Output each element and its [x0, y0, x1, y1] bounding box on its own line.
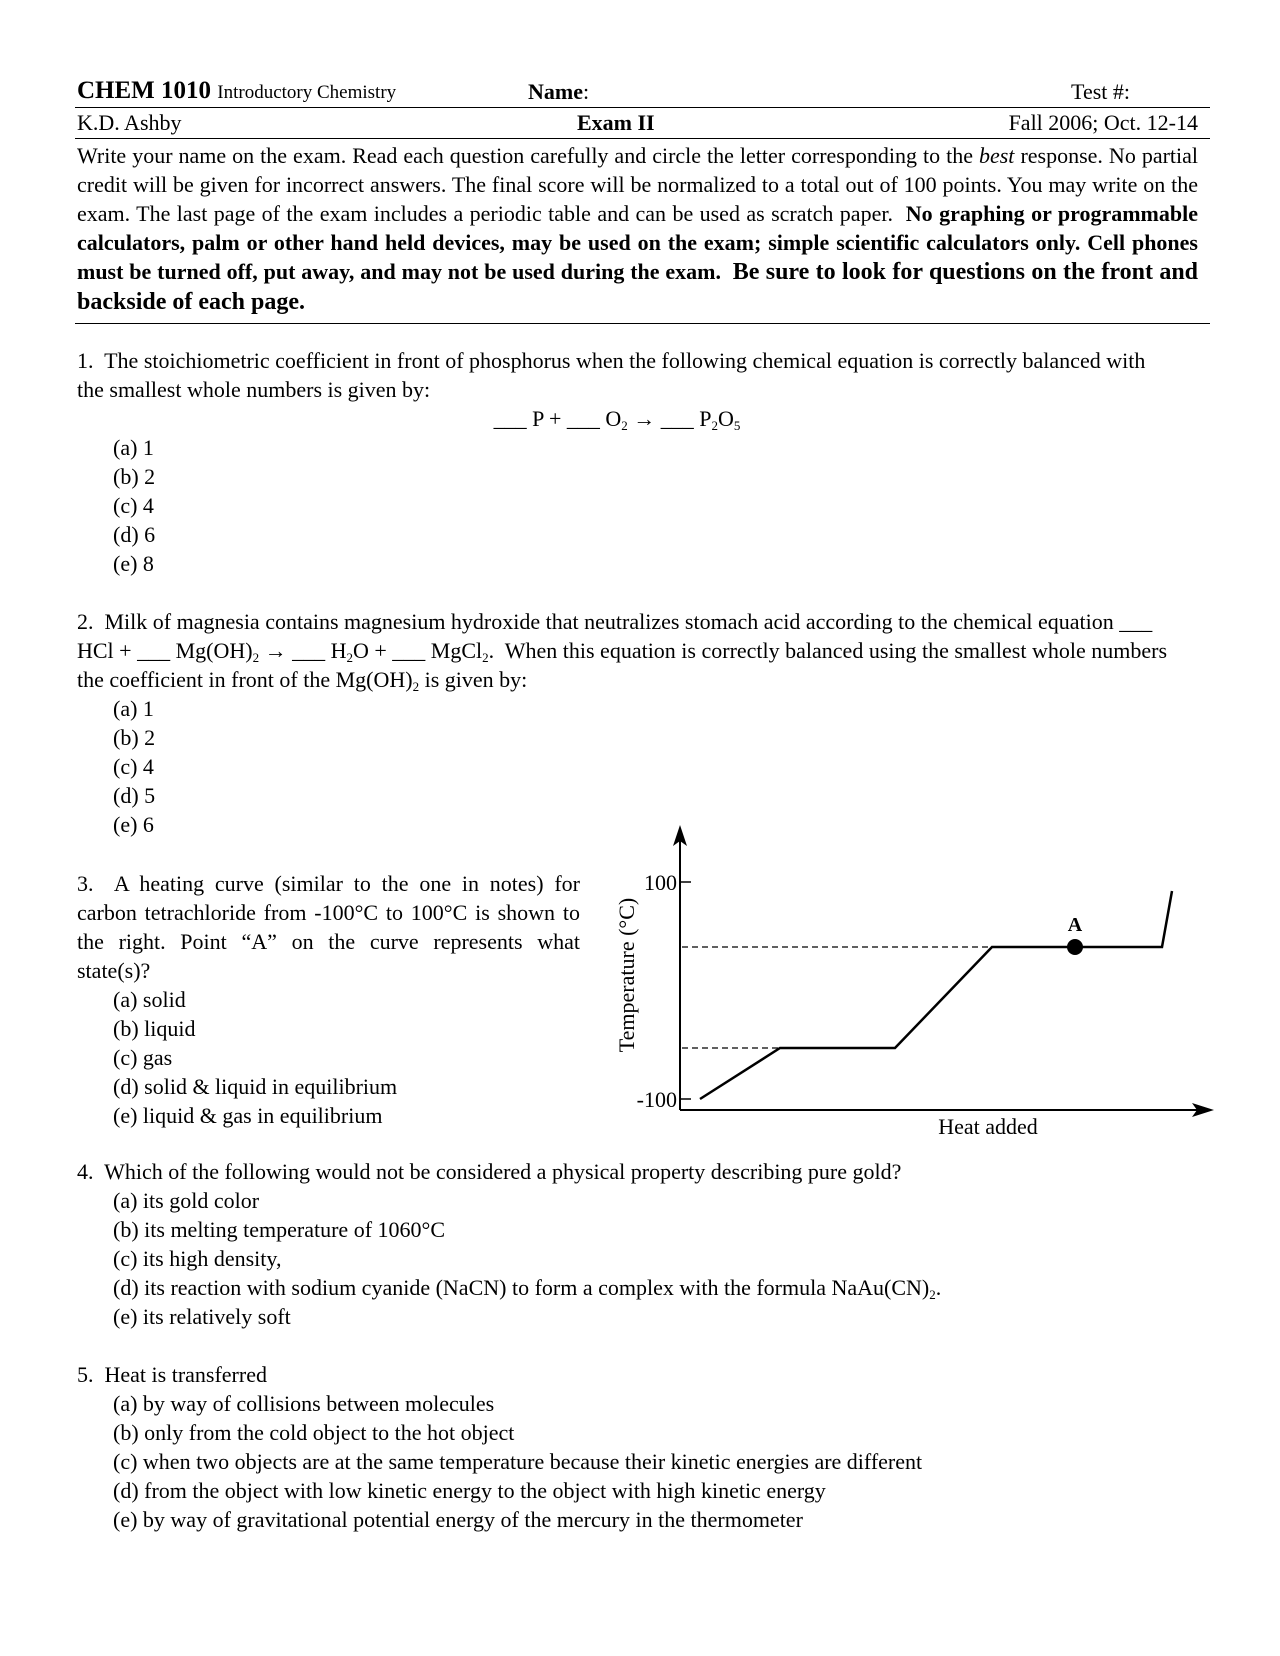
heating-curve-line: [700, 891, 1172, 1099]
question-1: 1. The stoichiometric coefficient in front of phosphorus when the following chemical equation is correctly balanced with the smallest whole numbers is given by: ___ P + ___ $O_2$ → ___ $P_2O_5$ (a) 1 (b) 2 (c) 4 (d) 6 (e) 8: [77, 346, 1157, 578]
option[interactable]: (d) solid & liquid in equilibrium: [113, 1074, 398, 1099]
header-row-2: [75, 108, 1210, 138]
option[interactable]: (b) its melting temperature of 1060°C: [113, 1217, 445, 1242]
test-number-label: Test #:: [1071, 79, 1130, 104]
question-4-options: [113, 1186, 1177, 1331]
question-5-options: [113, 1389, 1177, 1534]
exam-page: [75, 75, 1210, 324]
question-3: 3. A heating curve (similar to the one in notes) for carbon tetrachloride from -100°C to 100°C is shown to the right. Point “A” on the curve represents what state(s)? (a) solid (b) liquid (c) gas (d) solid & liquid in equilibrium (e) liquid & gas in equilibrium: [77, 871, 580, 1128]
option[interactable]: (e) its relatively soft: [113, 1304, 291, 1329]
option[interactable]: (e) liquid & gas in equilibrium: [113, 1103, 383, 1128]
question-3-text: A heating curve (similar to the one in notes) for carbon tetrachloride from -100°C to 100°C is shown to the right. Point “A” on the curve represents what state(s)?: [77, 871, 580, 983]
question-2-options: [113, 694, 1177, 839]
calculator-policy: No graphing or programmable calculators, palm or other hand held devices, may be used on the exam; simple scientific calculators only. Cell phones must be turned off, put away, and may not be used during the exam.: [77, 201, 1198, 284]
equation-1: ___ P + ___ $O_2$ → ___ $P_2O_5$: [493, 406, 741, 433]
option[interactable]: (e) by way of gravitational potential energy of the mercury in the thermometer: [113, 1507, 803, 1532]
option[interactable]: (d) 6: [113, 522, 156, 547]
question-5-text: Heat is transferred: [104, 1362, 267, 1387]
question-3-options: [113, 985, 580, 1130]
emphasis-best: best: [978, 143, 1015, 168]
question-4-text: Which of the following would not be considered a physical property describing pure gold?: [104, 1159, 902, 1184]
y-tick-label-100: 100: [644, 870, 677, 895]
x-axis-label: Heat added: [938, 1114, 1038, 1139]
instructions: Write your name on the exam. Read each question carefully and circle the letter corresponding to the best response. No partial credit will be given for incorrect answers. The final score will be normalized to a total out of 100 points. You may write on the exam. The last page of the exam includes a periodic table and can be used as scratch paper. No graphing or programmable calculators, palm or other hand held devices, may be used on the exam; simple scientific calculators only. Cell phones must be turned off, put away, and may not be used during the exam. Be sure to look for questions on the front and backside of each page.: [77, 143, 1199, 315]
option[interactable]: (d) from the object with low kinetic energy to the object with high kinetic energy: [113, 1478, 826, 1503]
instructor-name: K.D. Ashby: [77, 110, 182, 135]
option[interactable]: (d) 5: [113, 783, 156, 808]
option[interactable]: (c) when two objects are at the same temperature because their kinetic energies are different: [113, 1449, 923, 1474]
option[interactable]: (d) its reaction with sodium cyanide (NaCN) to form a complex with the formula $NaAu(CN)_2$.: [113, 1275, 942, 1302]
y-axis-label: Temperature (°C): [614, 897, 639, 1053]
point-a-marker: [1067, 939, 1083, 955]
option[interactable]: (c) its high density,: [113, 1246, 282, 1271]
name-label: Name:: [528, 79, 590, 104]
option[interactable]: (a) solid: [113, 987, 186, 1012]
option[interactable]: (b) 2: [113, 464, 156, 489]
course-title: CHEM 1010 Introductory Chemistry: [77, 77, 397, 104]
option[interactable]: (a) by way of collisions between molecules: [113, 1391, 495, 1416]
option[interactable]: (a) 1: [113, 696, 154, 721]
option[interactable]: (b) liquid: [113, 1016, 196, 1041]
question-1-options: [113, 433, 1157, 578]
equation-2: ___ HCl + ___ $Mg(OH)_2$ → ___ $H_2O$ + ___ MgCl$_2$.: [77, 609, 1153, 665]
option[interactable]: (a) its gold color: [113, 1188, 260, 1213]
option[interactable]: (c) gas: [113, 1045, 173, 1070]
question-1-text: The stoichiometric coefficient in front of phosphorus when the following chemical equation is correctly balanced with the smallest whole numbers is given by:: [77, 348, 1146, 402]
question-2: 2. Milk of magnesia contains magnesium hydroxide that neutralizes stomach acid according to the chemical equation ___ HCl + ___ $Mg(OH)_2$ → ___ $H_2O$ + ___ MgCl$_2$. When this equation is correctly balanced using the smallest whole numbers the coefficient in front of the $Mg(OH)_2$ is given by: (a) 1 (b) 2 (c) 4 (d) 5 (e) 6: [77, 607, 1177, 839]
exam-title: Exam II: [577, 110, 655, 135]
option[interactable]: (c) 4: [113, 493, 154, 518]
heating-curve-chart: [600, 820, 1220, 1140]
exam-term: Fall 2006; Oct. 12-14: [1008, 110, 1198, 135]
option[interactable]: (b) 2: [113, 725, 156, 750]
option[interactable]: (a) 1: [113, 435, 154, 460]
backside-reminder: Be sure to look for questions on the front and backside of each page.: [77, 259, 1199, 315]
instructions-rule: [75, 323, 1210, 324]
point-a-label: A: [1067, 914, 1083, 936]
course-name: Introductory Chemistry: [217, 82, 397, 103]
question-4: 4. Which of the following would not be considered a physical property describing pure gold? (a) its gold color (b) its melting temperature of 1060°C (c) its high density, (d) its reaction with sodium cyanide (NaCN) to form a complex with the formula $NaAu(CN)_2$. (e) its relatively soft: [77, 1157, 1177, 1331]
option[interactable]: (b) only from the cold object to the hot object: [113, 1420, 515, 1445]
question-5: 5. Heat is transferred (a) by way of collisions between molecules (b) only from the cold object to the hot object (c) when two objects are at the same temperature because their kinetic energies are different (d) from the object with low kinetic energy to the object with high kinetic energy (e) by way of gravitational potential energy of the mercury in the thermometer: [77, 1360, 1177, 1534]
y-tick-label-minus-100: -100: [636, 1087, 677, 1112]
option[interactable]: (e) 8: [113, 551, 154, 576]
option[interactable]: (e) 6: [113, 812, 154, 837]
option[interactable]: (c) 4: [113, 754, 154, 779]
header-row-1: [75, 75, 1210, 107]
